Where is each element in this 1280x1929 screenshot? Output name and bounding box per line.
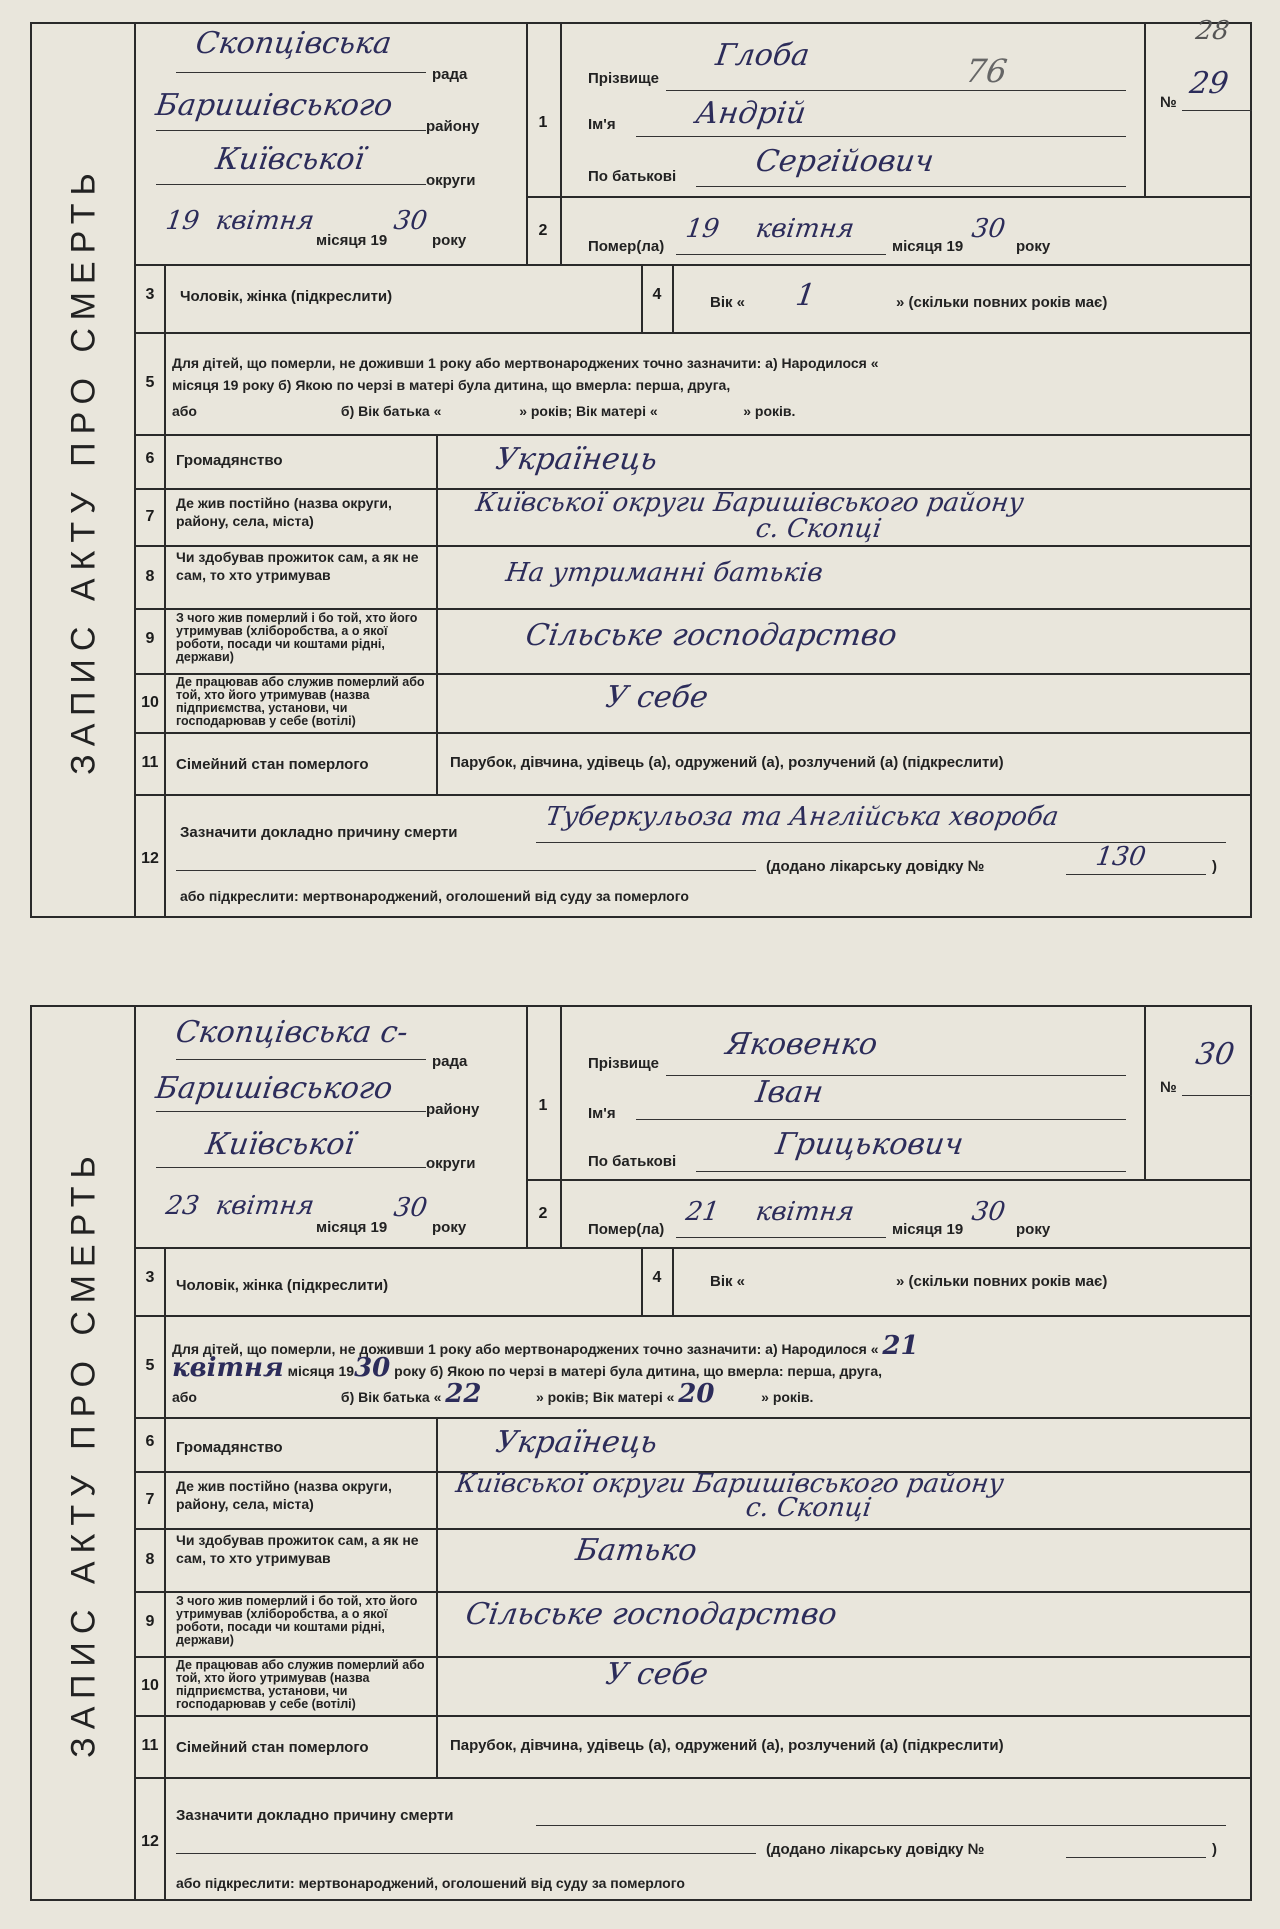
side-title-panel xyxy=(30,22,136,918)
record-grid xyxy=(134,16,1252,918)
raion-label: району xyxy=(426,1101,480,1118)
underline xyxy=(636,1119,1126,1120)
underline xyxy=(1182,1095,1252,1096)
row-divider xyxy=(136,608,1250,610)
field-number: 7 xyxy=(145,508,155,525)
cause-label: Зазначити докладно причину смерти xyxy=(180,824,458,841)
livelihood-value: Сільське господарство xyxy=(463,1597,840,1632)
died-month: квітня xyxy=(753,1197,857,1227)
field-number: 2 xyxy=(538,222,548,239)
column-line xyxy=(526,1007,528,1247)
column-line xyxy=(560,24,562,264)
column-line xyxy=(560,1007,562,1247)
record-number: 30 xyxy=(1193,1037,1237,1072)
children-line-3: або б) Вік батька « 22 » років; Вік матері « 20 » років. xyxy=(172,1379,814,1409)
born-year: 30 xyxy=(354,1353,391,1383)
column-line xyxy=(672,264,674,332)
side-title: ЗАПИС АКТУ ПРО СМЕРТЬ xyxy=(64,1148,103,1758)
patronymic-label: По батькові xyxy=(588,1153,677,1170)
died-day: 21 xyxy=(683,1197,722,1227)
death-record-1 xyxy=(30,16,1252,918)
row-divider xyxy=(136,264,1250,266)
rada-label: рада xyxy=(432,1053,468,1070)
underline xyxy=(666,90,1126,91)
field-number: 8 xyxy=(145,1551,155,1568)
row-divider xyxy=(136,1528,1250,1530)
close-paren: ) xyxy=(1212,1841,1217,1858)
certificate-label: (додано лікарську довідку № xyxy=(766,1841,985,1858)
patronymic-value: Сергійович xyxy=(753,144,936,179)
close-paren: ) xyxy=(1212,858,1217,875)
field-number: 9 xyxy=(145,630,155,647)
workplace-value: У себе xyxy=(603,1657,711,1692)
column-line xyxy=(672,1247,674,1315)
citizenship-value: Українець xyxy=(493,442,660,477)
field-number: 12 xyxy=(141,850,159,867)
okruha-value: Київської xyxy=(213,142,367,177)
certificate-label: (додано лікарську довідку № xyxy=(766,858,985,875)
underline xyxy=(1066,1857,1206,1858)
field-number: 4 xyxy=(652,286,662,303)
field-number: 11 xyxy=(141,1737,159,1754)
date-month: квітня xyxy=(213,1191,317,1221)
children-line-2: місяця 19 року б) Якою по черзі в матері була дитина, що вмерла: перша, друга, xyxy=(172,377,731,393)
underline xyxy=(176,1853,756,1854)
underline xyxy=(536,1825,1226,1826)
died-month: квітня xyxy=(753,214,857,244)
date-day: 23 xyxy=(163,1191,202,1221)
field-number: 10 xyxy=(141,694,159,711)
underline xyxy=(176,1059,426,1060)
row-divider xyxy=(136,1715,1250,1717)
record-number-top: 28 xyxy=(1193,16,1232,46)
residence-value-2: с. Скопці xyxy=(743,1493,874,1523)
record-number: 29 xyxy=(1187,66,1231,101)
workplace-label: Де працював або служив померлий або той, хто його утримував (назва підприємства, установи, чи господарював у себе (вотілі) xyxy=(176,1658,425,1711)
field-number: 9 xyxy=(145,1613,155,1630)
age-suffix: » (скільки повних років має) xyxy=(896,294,1108,311)
livelihood-label: З чого жив померлий і бо той, хто його утримував (хліборобства, а о якої роботи, посади чи коштами рідні, держави) xyxy=(176,1594,418,1647)
field-number: 12 xyxy=(141,1833,159,1850)
corner-mark: 76 xyxy=(963,52,1010,90)
age-label: Вік « xyxy=(710,294,746,311)
date-month: квітня xyxy=(213,206,317,236)
number-column-line xyxy=(164,264,166,918)
father-age: 22 xyxy=(445,1379,482,1409)
died-year: 30 xyxy=(969,214,1008,244)
field-number: 3 xyxy=(145,1269,155,1286)
field-number: 5 xyxy=(145,374,155,391)
livelihood-label: З чого жив померлий і бо той, хто його утримував (хліборобства, а о якої роботи, посади чи коштами рідні, держави) xyxy=(176,611,418,664)
field-number: 8 xyxy=(145,568,155,585)
underline xyxy=(176,72,426,73)
row-divider xyxy=(136,1315,1250,1317)
died-year-label: року xyxy=(1016,238,1051,255)
underline xyxy=(156,1167,426,1168)
underline xyxy=(1066,874,1206,875)
row-divider xyxy=(136,545,1250,547)
number-sign: № xyxy=(1160,94,1177,111)
column-line xyxy=(641,1247,643,1315)
year-label: року xyxy=(432,232,467,249)
marital-label: Сімейний стан померлого xyxy=(176,1739,369,1756)
age-label: Вік « xyxy=(710,1273,746,1290)
mother-age: 20 xyxy=(678,1379,715,1409)
field-number: 5 xyxy=(145,1357,155,1374)
raion-label: району xyxy=(426,118,480,135)
children-line-1: Для дітей, що померли, не доживши 1 року або мертвонароджених точно зазначити: а) Народилося « 21 xyxy=(172,1331,919,1361)
citizenship-value: Українець xyxy=(493,1425,660,1460)
raion-value: Баришівського xyxy=(153,88,395,123)
record-grid xyxy=(134,1005,1252,1901)
date-year: 30 xyxy=(391,206,430,236)
died-day: 19 xyxy=(683,214,722,244)
support-label: Чи здобував прожиток сам, а як не сам, то хто утримував xyxy=(176,549,419,583)
underline xyxy=(1182,110,1252,111)
field-number: 3 xyxy=(145,286,155,303)
cause-value: Туберкульоза та Англійська хвороба xyxy=(543,802,1061,832)
field-number: 4 xyxy=(652,1269,662,1286)
row-divider xyxy=(526,1179,1250,1181)
sex-label: Чоловік, жінка (підкреслити) xyxy=(180,288,393,305)
row-divider xyxy=(136,1417,1250,1419)
children-line-2: квітня місяця 1930 року б) Якою по черзі в матері була дитина, що вмерла: перша, друга, xyxy=(172,1353,883,1383)
field-number: 6 xyxy=(145,1433,155,1450)
rada-value: Скопцівська xyxy=(193,26,394,61)
column-line xyxy=(1144,24,1146,196)
underline xyxy=(156,184,426,185)
row-divider xyxy=(136,1591,1250,1593)
underline xyxy=(636,136,1126,137)
row-divider xyxy=(136,794,1250,796)
underline xyxy=(666,1075,1126,1076)
support-value: На утриманні батьків xyxy=(503,558,825,588)
marital-label: Сімейний стан померлого xyxy=(176,756,369,773)
row-divider xyxy=(136,434,1250,436)
field-number: 2 xyxy=(538,1205,548,1222)
side-title: ЗАПИС АКТУ ПРО СМЕРТЬ xyxy=(64,165,103,775)
children-line-3: або б) Вік батька « » років; Вік матері « » років. xyxy=(172,403,796,419)
rada-label: рада xyxy=(432,66,468,83)
side-title-panel xyxy=(30,1005,136,1901)
row-divider xyxy=(526,196,1250,198)
column-line xyxy=(436,732,438,794)
age-suffix: » (скільки повних років має) xyxy=(896,1273,1108,1290)
number-column-line xyxy=(164,1247,166,1901)
column-line xyxy=(526,24,528,264)
okruha-label: округи xyxy=(426,1155,476,1172)
field-number: 7 xyxy=(145,1491,155,1508)
workplace-label: Де працював або служив померлий або той, хто його утримував (назва підприємства, установи, чи господарював у себе (вотілі) xyxy=(176,675,425,728)
underline xyxy=(156,1111,426,1112)
column-line xyxy=(436,434,438,732)
underline xyxy=(676,1237,886,1238)
column-line xyxy=(436,1715,438,1777)
citizenship-label: Громадянство xyxy=(176,1439,283,1456)
row-divider xyxy=(136,1247,1250,1249)
row-divider xyxy=(136,1777,1250,1779)
sex-label: Чоловік, жінка (підкреслити) xyxy=(176,1277,389,1294)
died-year-label: року xyxy=(1016,1221,1051,1238)
surname-label: Прізвище xyxy=(588,70,660,87)
column-line xyxy=(1144,1007,1146,1179)
raion-value: Баришівського xyxy=(153,1071,395,1106)
died-month-label: місяця 19 xyxy=(892,1221,964,1238)
row-divider xyxy=(136,332,1250,334)
died-label: Помер(ла) xyxy=(588,1221,665,1238)
died-label: Помер(ла) xyxy=(588,238,665,255)
field-number: 11 xyxy=(141,754,159,771)
died-month-label: місяця 19 xyxy=(892,238,964,255)
column-line xyxy=(641,264,643,332)
marital-options: Парубок, дівчина, удівець (а), одружений (а), розлучений (а) (підкреслити) xyxy=(450,1737,1004,1754)
name-label: Ім'я xyxy=(588,116,616,133)
field-number: 10 xyxy=(141,1677,159,1694)
livelihood-value: Сільське господарство xyxy=(523,618,900,653)
support-value: Батько xyxy=(573,1533,700,1568)
cause-label: Зазначити докладно причину смерти xyxy=(176,1807,454,1824)
name-value: Іван xyxy=(753,1075,826,1110)
rada-value: Скопцівська с- xyxy=(173,1015,411,1050)
death-record-2 xyxy=(30,1005,1252,1901)
residence-value-2: с. Скопці xyxy=(753,514,884,544)
date-day: 19 xyxy=(163,206,202,236)
support-label: Чи здобував прожиток сам, а як не сам, то хто утримував xyxy=(176,1532,419,1566)
residence-value-1: Київської округи Баришівського району xyxy=(473,488,1026,518)
underline xyxy=(176,870,756,871)
citizenship-label: Громадянство xyxy=(176,452,283,469)
date-year: 30 xyxy=(391,1193,430,1223)
month-label: місяця 19 xyxy=(316,1219,388,1236)
residence-value-1: Київської округи Баришівського району xyxy=(453,1469,1006,1499)
patronymic-value: Грицькович xyxy=(773,1127,966,1162)
workplace-value: У себе xyxy=(603,680,711,715)
field-number: 6 xyxy=(145,450,155,467)
underline xyxy=(676,254,886,255)
died-year: 30 xyxy=(969,1197,1008,1227)
underline xyxy=(696,186,1126,187)
number-sign: № xyxy=(1160,1079,1177,1096)
patronymic-label: По батькові xyxy=(588,168,677,185)
underline xyxy=(696,1171,1126,1172)
born-day: 21 xyxy=(882,1331,919,1361)
marital-options: Парубок, дівчина, удівець (а), одружений (а), розлучений (а) (підкреслити) xyxy=(450,754,1004,771)
surname-value: Глоба xyxy=(713,38,812,73)
stillborn-label: або підкреслити: мертвонароджений, оголошений від суду за померлого xyxy=(180,888,689,904)
column-line xyxy=(436,1417,438,1715)
age-value: 1 xyxy=(793,278,818,313)
stillborn-label: або підкреслити: мертвонароджений, оголошений від суду за померлого xyxy=(176,1875,685,1891)
born-month: квітня xyxy=(172,1353,284,1383)
surname-value: Яковенко xyxy=(723,1027,880,1062)
residence-label: Де жив постійно (назва округи, району, села, міста) xyxy=(176,1478,392,1512)
okruha-value: Київської xyxy=(203,1127,357,1162)
field-number: 1 xyxy=(538,114,548,131)
certificate-number: 130 xyxy=(1093,842,1148,872)
field-number: 1 xyxy=(538,1097,548,1114)
okruha-label: округи xyxy=(426,172,476,189)
surname-label: Прізвище xyxy=(588,1055,660,1072)
row-divider xyxy=(136,732,1250,734)
month-label: місяця 19 xyxy=(316,232,388,249)
children-line-1: Для дітей, що померли, не доживши 1 року або мертвонароджених точно зазначити: а) Народилося « xyxy=(172,355,879,371)
year-label: року xyxy=(432,1219,467,1236)
name-value: Андрій xyxy=(693,96,809,131)
residence-label: Де жив постійно (назва округи, району, села, міста) xyxy=(176,495,392,529)
underline xyxy=(156,130,426,131)
name-label: Ім'я xyxy=(588,1105,616,1122)
